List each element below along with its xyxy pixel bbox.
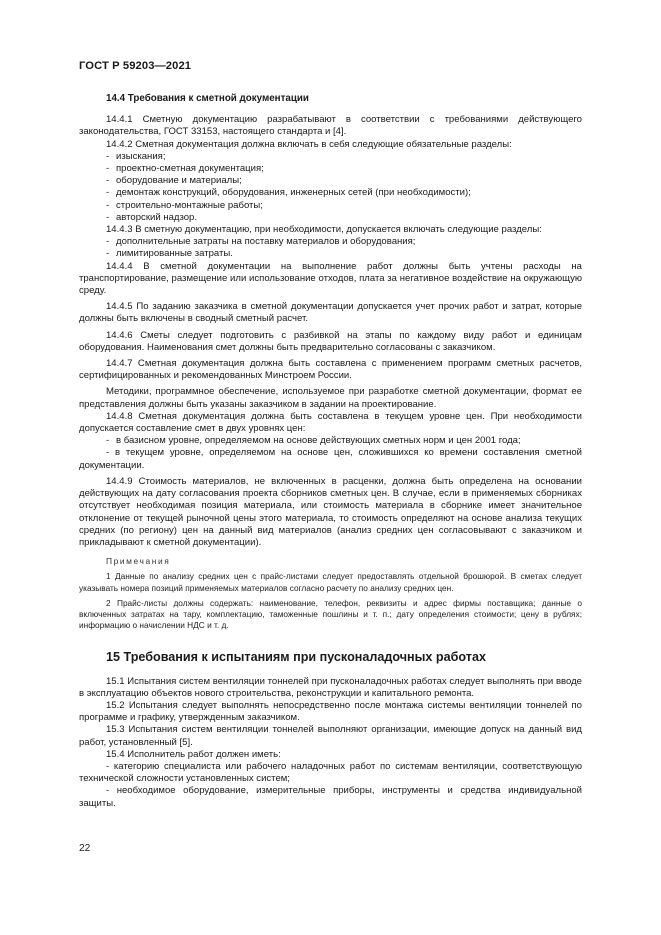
list-item: - строительно-монтажные работы; xyxy=(106,199,263,211)
list-item: - в базисном уровне, определяемом на основе действующих сметных норм и цен 2001 года; xyxy=(106,435,521,447)
optional-sections-list xyxy=(79,236,582,260)
list-item: - изыскания; xyxy=(106,150,166,162)
list-item: - необходимое оборудование, измерительные приборы, инструменты и средства индивидуальной защиты. xyxy=(79,785,582,809)
document-header: ГОСТ Р 59203—2021 xyxy=(79,60,192,72)
paragraph-15-2: 15.2 Испытания следует выполнять непосредственно после монтажа системы вентиляции тоннелей по программе и графику, утвержденным заказчиком. xyxy=(79,699,582,724)
paragraph-15-4: 15.4 Исполнитель работ должен иметь: xyxy=(106,748,281,760)
list-item: - в текущем уровне, определяемом на основе цен, сложившихся ко времени составления сметной документации. xyxy=(79,447,582,471)
list-item: - категорию специалиста или рабочего наладочных работ по системам вентиляции, соответствующую технической сложности установленных систем; xyxy=(79,760,582,785)
paragraph-14-4-1: 14.4.1 Сметную документацию разрабатывают в соответствии с требованиями действующего законодательства, ГОСТ 33153, настоящего стандарта и [4]. xyxy=(79,114,582,138)
list-item: - лимитированные затраты. xyxy=(106,248,233,260)
paragraph-methods: Методики, программное обеспечение, используемое при разработке сметной документации, формат ее представления должны быть указаны заказчиком в задании на проектирование. xyxy=(79,386,582,410)
notes-title: Примечания xyxy=(106,556,171,567)
note-2: 2 Прайс-листы должны содержать: наименование, телефон, реквизиты и адрес фирмы поставщика; данные о включенных затратах на тару, комплектацию, таможенные пошлины и т. п.; дату определения стоимости; цену в рублях; информацию о начислении НДС и т. д. xyxy=(79,597,582,631)
list-item: - авторский надзор. xyxy=(106,211,198,223)
page-content xyxy=(79,93,582,810)
paragraph-14-4-3: 14.4.3 В сметную документацию, при необходимости, допускается включать следующие разделы: xyxy=(106,224,542,236)
list-item: - дополнительные затраты на поставку материалов и оборудования; xyxy=(106,236,416,248)
list-item: - демонтаж конструкций, оборудования, инженерных сетей (при необходимости); xyxy=(106,187,471,199)
paragraph-14-4-9: 14.4.9 Стоимость материалов, не включенных в расценки, должна быть определена на основании действующих на дату согласования проекта сборников сметных цен. В случае, если в применяемых сборниках отсутствует необходимая позиция материала, или стоимость материала в сборнике имеет значительное отклонение от текущей рыночной цены этого материала, то стоимость определяют на основе анализа текущих средних (по региону) цен на данный вид материалов (анализ средних цен согласовывают с заказчиком и прикладывают к сметной документации). xyxy=(79,475,582,548)
paragraph-14-4-6: 14.4.6 Сметы следует подготовить с разбивкой на этапы по каждому виду работ и единицам оборудования. Наименования смет должны быть предварительно согласованы с заказчиком. xyxy=(79,329,582,353)
subsection-title-14-4: 14.4 Требования к сметной документации xyxy=(106,93,309,104)
paragraph-15-1: 15.1 Испытания систем вентиляции тоннелей при пусконаладочных работах следует выполнять при вводе в эксплуатацию объектов нового строительства, реконструкции и капитального ремонта. xyxy=(79,675,582,699)
required-sections-list xyxy=(79,151,582,224)
paragraph-14-4-2: 14.4.2 Сметная документация должна включать в себя следующие обязательные разделы: xyxy=(106,138,512,150)
paragraph-14-4-5: 14.4.5 По заданию заказчика в сметной документации допускается учет прочих работ и затрат, которые должны быть включены в сводный сметный расчет. xyxy=(79,301,582,325)
section-title-15: 15 Требования к испытаниям при пусконаладочных работах xyxy=(106,650,486,665)
note-1: 1 Данные по анализу средних цен с прайс-листами следует предоставлять отдельной брошюрой. В сметах следует указывать номера позиций применяемых материалов согласно расчету по анализу средних цен. xyxy=(79,571,582,593)
paragraph-14-4-7: 14.4.7 Сметная документация должна быть составлена с применением программ сметных расчетов, сертифицированных и рекомендованных Минстроем России. xyxy=(79,358,582,382)
price-levels-list xyxy=(79,435,582,472)
list-item: - проектно-сметная документация; xyxy=(106,163,264,175)
paragraph-14-4-8: 14.4.8 Сметная документация должна быть составлена в текущем уровне цен. При необходимости допускается составление смет в двух уровнях цен: xyxy=(79,410,582,435)
paragraph-14-4-4: 14.4.4 В сметной документации на выполнение работ должны быть учтены расходы на транспортирование, размещение или использование отходов, плата за негативное воздействие на окружающую среду. xyxy=(79,260,582,297)
list-item: - оборудование и материалы; xyxy=(106,175,242,187)
page-number: 22 xyxy=(79,843,91,854)
paragraph-15-3: 15.3 Испытания систем вентиляции тоннелей выполняют организации, имеющие допуск на данный вид работ, установленный [5]. xyxy=(79,724,582,748)
